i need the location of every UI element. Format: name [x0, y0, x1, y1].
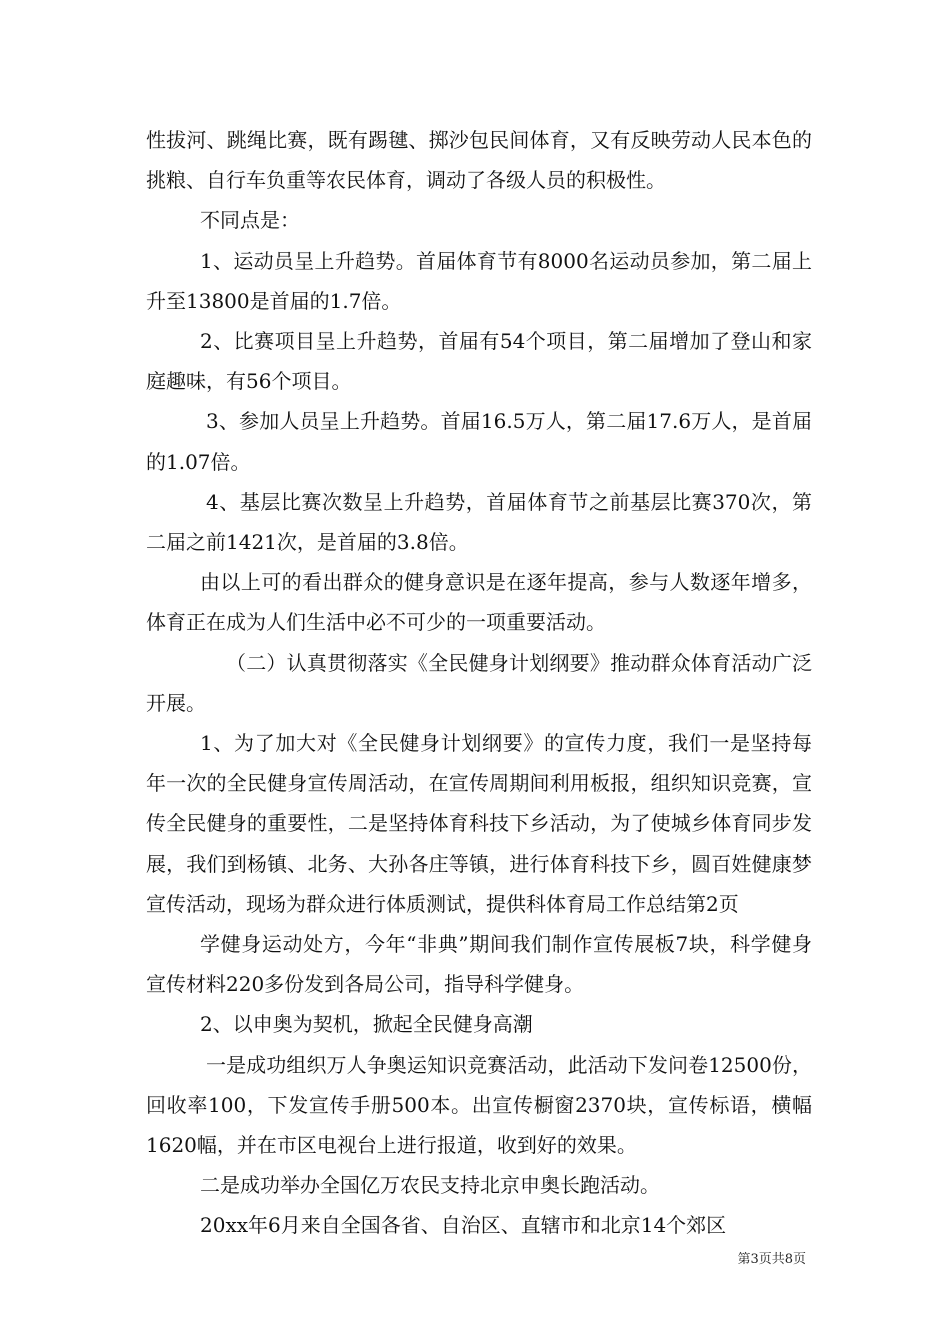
- paragraph-long-run: 二是成功举办全国亿万农民支持北京申奥长跑活动。: [200, 1173, 660, 1198]
- paragraph-item-participants: 3、参加人员呈上升趋势。首届16.5万人，第二届17.6万人，是首届的1.07倍。: [146, 409, 812, 474]
- paragraph-june-event: 20xx年6月来自全国各省、自治区、直辖市和北京14个郊区: [200, 1213, 727, 1238]
- paragraph-conclusion: 由以上可的看出群众的健身意识是在逐年提高，参与人数逐年增多，体育正在成为人们生活中必不可少的一项重要活动。: [146, 570, 812, 635]
- paragraph-quiz-activity: 一是成功组织万人争奥运知识竞赛活动，此活动下发问卷12500份，回收率100，下发宣传手册500本。出宣传橱窗2370块，宣传标语，横幅1620幅，并在市区电视台上进行报道，收到好的效果。: [146, 1052, 812, 1158]
- paragraph-continuation: 性拔河、跳绳比赛，既有踢毽、掷沙包民间体育，又有反映劳动人民本色的挑粮、自行车负重等农民体育，调动了各级人员的积极性。: [146, 128, 812, 193]
- section-heading-two: （二）认真贯彻落实《全民健身计划纲要》推动群众体育活动广泛开展。: [146, 650, 812, 715]
- paragraph-differences-heading: 不同点是：: [200, 208, 300, 233]
- paragraph-item-events: 2、比赛项目呈上升趋势，首届有54个项目，第二届增加了登山和家庭趣味，有56个项目。: [146, 329, 812, 394]
- subheading-olympic-bid: 2、以申奥为契机，掀起全民健身高潮: [200, 1012, 533, 1037]
- page-indicator: 第3页共8页: [737, 1252, 806, 1267]
- paragraph-fitness-prescription: 学健身运动处方，今年“非典”期间我们制作宣传展板7块，科学健身宣传材料220多份发到各局公司，指导科学健身。: [146, 932, 812, 997]
- body-text: [146, 120, 812, 1246]
- paragraph-item-competitions: 4、基层比赛次数呈上升趋势，首届体育节之前基层比赛370次，第二届之前1421次，是首届的3.8倍。: [146, 489, 812, 555]
- paragraph-item-athletes: 1、运动员呈上升趋势。首届体育节有8000名运动员参加，第二届上升至13800是首届的1.7倍。: [146, 248, 812, 313]
- paragraph-publicity: 1、为了加大对《全民健身计划纲要》的宣传力度，我们一是坚持每年一次的全民健身宣传周活动，在宣传周期间利用板报，组织知识竞赛，宣传全民健身的重要性，二是坚持体育科技下乡活动，为了使城乡体育同步发展，我们到杨镇、北务、大孙各庄等镇，进行体育科技下乡，圆百姓健康梦宣传活动，现场为群众进行体质测试，提供科体育局工作总结第2页: [146, 731, 812, 916]
